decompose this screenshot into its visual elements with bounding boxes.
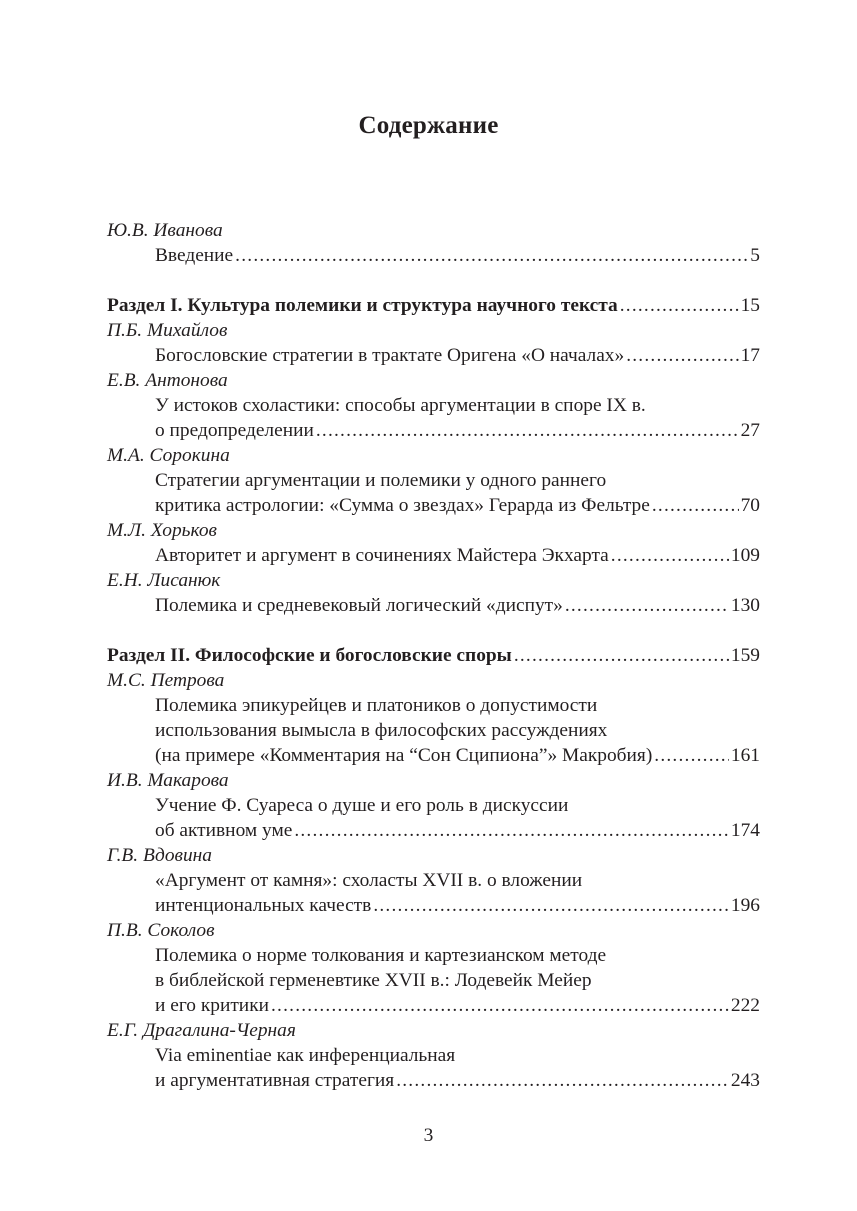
entry-title: Богословские стратегии в трактате Оригена «О началах» [155,345,625,366]
entry-page: 5 [750,245,760,266]
toc-entry[interactable] [107,418,760,443]
entry-page: 196 [730,895,760,916]
entry-title-line: Via eminentiae как инференциальная [155,1045,456,1066]
entry-author: М.А. Сорокина [107,445,230,466]
entry-author: П.В. Соколов [107,920,215,941]
toc-entry[interactable] [107,243,760,268]
entry-page: 161 [730,745,760,766]
dot-leader [626,343,738,368]
entry-title: и его критики [155,995,269,1016]
entry-page: 109 [730,545,760,566]
entry-title-line: Полемика эпикурейцев и платоников о допустимости [155,695,598,716]
entry-author: Г.В. Вдовина [107,845,212,866]
entry-author: Е.Г. Драгалина-Черная [107,1020,296,1041]
entry-title: о предопределении [155,420,314,441]
toc-entry[interactable] [107,893,760,918]
entry-page: 130 [730,595,760,616]
entry-title: критика астрологии: «Сумма о звездах» Герарда из Фельтре [155,495,650,516]
entry-author: Е.Н. Лисанюк [107,570,221,591]
entry-title-line: У истоков схоластики: способы аргументации в споре IX в. [155,395,646,416]
table-of-contents [107,218,760,1093]
entry-title-line: «Аргумент от камня»: схоласты XVII в. о вложении [155,870,583,891]
toc-entry[interactable] [107,993,760,1018]
section-title: Раздел II. Философские и богословские споры [107,645,512,666]
dot-leader [235,243,748,268]
toc-entry[interactable] [107,543,760,568]
toc-entry[interactable] [107,343,760,368]
toc-entry[interactable] [107,1068,760,1093]
dot-leader [654,743,729,768]
toc-entry[interactable] [107,593,760,618]
dot-leader [652,493,739,518]
entry-title: Введение [155,245,234,266]
entry-title-line: Полемика о норме толкования и картезианском методе [155,945,607,966]
entry-author: И.В. Макарова [107,770,229,791]
entry-title-line: использования вымысла в философских рассуждениях [155,720,608,741]
toc-entry[interactable] [107,493,760,518]
entry-title: Авторитет и аргумент в сочинениях Майстера Экхарта [155,545,609,566]
dot-leader [316,418,739,443]
entry-page: 70 [740,495,760,516]
dot-leader [373,893,729,918]
entry-page: 27 [740,420,760,441]
entry-page: 243 [730,1070,760,1091]
section-heading[interactable] [107,293,760,318]
dot-leader [271,993,729,1018]
entry-title-line: Стратегии аргументации и полемики у одного раннего [155,470,607,491]
entry-page: 222 [730,995,760,1016]
dot-leader [565,593,729,618]
page-number: 3 [423,1125,434,1146]
page-title: Содержание [358,112,499,139]
entry-author: М.Л. Хорьков [107,520,217,541]
entry-title: интенциональных качеств [155,895,372,916]
dot-leader [294,818,729,843]
entry-title-line: Учение Ф. Суареса о душе и его роль в дискуссии [155,795,569,816]
section-page: 159 [730,645,760,666]
section-title: Раздел I. Культура полемики и структура научного текста [107,295,618,316]
entry-author: Е.В. Антонова [107,370,228,391]
dot-leader [620,293,739,318]
dot-leader [514,643,729,668]
entry-author: Ю.В. Иванова [107,220,223,241]
entry-author: М.С. Петрова [107,670,225,691]
entry-page: 17 [740,345,760,366]
entry-title: (на примере «Комментария на “Сон Сципиона”» Макробия) [155,745,653,766]
section-page: 15 [740,295,760,316]
entry-title: Полемика и средневековый логический «диспут» [155,595,563,616]
entry-title: и аргументативная стратегия [155,1070,395,1091]
section-heading[interactable] [107,643,760,668]
entry-page: 174 [730,820,760,841]
entry-title: об активном уме [155,820,293,841]
toc-entry[interactable] [107,818,760,843]
dot-leader [611,543,729,568]
entry-title-line: в библейской герменевтике XVII в.: Лодевейк Мейер [155,970,592,991]
entry-author: П.Б. Михайлов [107,320,228,341]
toc-entry[interactable] [107,743,760,768]
dot-leader [396,1068,729,1093]
